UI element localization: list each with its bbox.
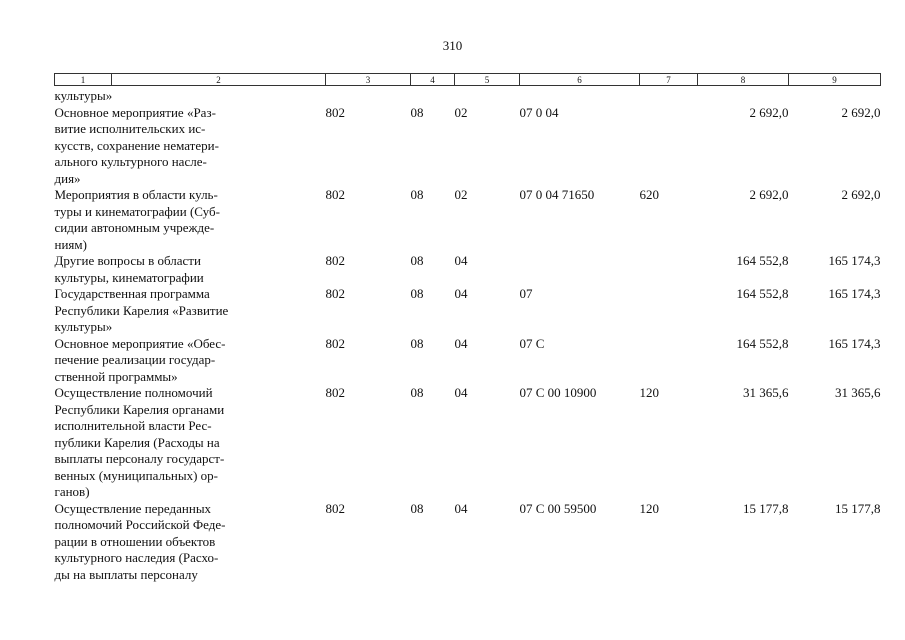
cell-ministry: 802 <box>325 500 345 516</box>
cell-ministry: 802 <box>325 253 345 268</box>
cell-section: 08 <box>410 286 424 301</box>
cell-expense-type <box>640 86 698 105</box>
budget-table <box>54 73 881 583</box>
cell-amount-year1: 164 552,8 <box>736 286 789 301</box>
table-row <box>55 187 881 253</box>
row-name: Осуществление переданных полномочий Российской Феде- рации в отношении объектов культурного наследия (Расхо- ды на выплаты персоналу <box>54 500 226 582</box>
column-header: 1 <box>55 74 112 86</box>
cell-subsection: 04 <box>454 335 468 351</box>
cell-expense-type <box>640 105 698 188</box>
cell-ministry: 802 <box>325 286 345 301</box>
row-name: Основное мероприятие «Раз- витие исполнительских ис- кусств, сохранение нематери- ального культурного насле- дия» <box>54 104 219 186</box>
cell-amount-year1: 2 692,0 <box>749 104 789 120</box>
column-header: 8 <box>698 74 789 86</box>
row-name: Мероприятия в области куль- туры и кинематографии (Суб- сидии автономным учрежде- ниям) <box>54 187 220 252</box>
table-row <box>55 385 881 501</box>
table-row <box>55 336 881 386</box>
column-header: 4 <box>411 74 455 86</box>
cell-expense-type: 120 <box>639 500 659 516</box>
cell-target-article: 07 С 00 59500 <box>519 500 597 516</box>
cell-amount-year2: 15 177,8 <box>835 500 881 516</box>
column-header: 2 <box>112 74 326 86</box>
cell-section <box>411 86 455 105</box>
cell-subsection: 04 <box>454 385 468 400</box>
column-header: 7 <box>640 74 698 86</box>
cell-ministry <box>326 86 411 105</box>
column-header: 6 <box>520 74 640 86</box>
cell-subsection: 04 <box>454 253 468 268</box>
table-row <box>55 286 881 336</box>
cell-section: 08 <box>410 187 424 202</box>
page-number: 310 <box>442 38 463 53</box>
column-header: 5 <box>455 74 520 86</box>
cell-section: 08 <box>410 104 424 120</box>
table-row <box>55 105 881 188</box>
cell-amount-year2: 2 692,0 <box>841 104 881 120</box>
cell-target-article: 07 <box>519 286 533 301</box>
cell-ministry: 802 <box>325 104 345 120</box>
cell-amount-year1: 31 365,6 <box>743 385 789 400</box>
cell-section: 08 <box>410 253 424 268</box>
cell-subsection: 04 <box>454 286 468 301</box>
row-name: культуры» <box>54 88 113 103</box>
cell-ministry: 802 <box>325 187 345 202</box>
cell-amount-year1: 15 177,8 <box>743 500 789 516</box>
table-row <box>55 86 881 105</box>
column-number-row <box>55 74 881 86</box>
row-name: Осуществление полномочий Республики Карелия органами исполнительной власти Рес- публики Карелия (Расходы на выплаты персоналу государст- венных (муниципальных) ор- ганов) <box>54 385 225 499</box>
table-row <box>55 501 881 584</box>
cell-expense-type <box>640 286 698 336</box>
cell-ministry: 802 <box>325 335 345 351</box>
row-name: Основное мероприятие «Обес- печение реализации государ- ственной программы» <box>54 335 226 384</box>
cell-amount-year1: 164 552,8 <box>736 335 789 351</box>
cell-amount-year2: 165 174,3 <box>828 253 881 268</box>
table-row <box>55 253 881 286</box>
cell-amount-year1: 2 692,0 <box>749 187 789 202</box>
cell-subsection: 02 <box>454 187 468 202</box>
cell-expense-type: 620 <box>639 187 659 202</box>
cell-target-article <box>520 253 640 286</box>
cell-expense-type: 120 <box>639 385 659 400</box>
cell-amount-year2: 165 174,3 <box>828 286 881 301</box>
cell-amount-year1 <box>698 86 789 105</box>
cell-target-article: 07 С 00 10900 <box>519 385 597 400</box>
cell-expense-type <box>640 336 698 386</box>
cell-subsection: 04 <box>454 500 468 516</box>
cell-section: 08 <box>410 385 424 400</box>
cell-target-article: 07 0 04 71650 <box>519 187 595 202</box>
cell-target-article: 07 С <box>519 335 545 351</box>
cell-target-article: 07 0 04 <box>519 104 559 120</box>
cell-amount-year2: 2 692,0 <box>841 187 881 202</box>
cell-subsection <box>455 86 520 105</box>
column-header: 9 <box>789 74 881 86</box>
cell-ministry: 802 <box>325 385 345 400</box>
column-header: 3 <box>326 74 411 86</box>
cell-expense-type <box>640 253 698 286</box>
cell-amount-year2 <box>789 86 881 105</box>
cell-amount-year2: 31 365,6 <box>835 385 881 400</box>
row-name: Государственная программа Республики Карелия «Развитие культуры» <box>54 286 229 334</box>
cell-subsection: 02 <box>454 104 468 120</box>
cell-amount-year2: 165 174,3 <box>828 335 881 351</box>
cell-target-article <box>520 86 640 105</box>
cell-section: 08 <box>410 500 424 516</box>
cell-section: 08 <box>410 335 424 351</box>
cell-amount-year1: 164 552,8 <box>736 253 789 268</box>
row-name: Другие вопросы в области культуры, кинематографии <box>54 253 204 285</box>
